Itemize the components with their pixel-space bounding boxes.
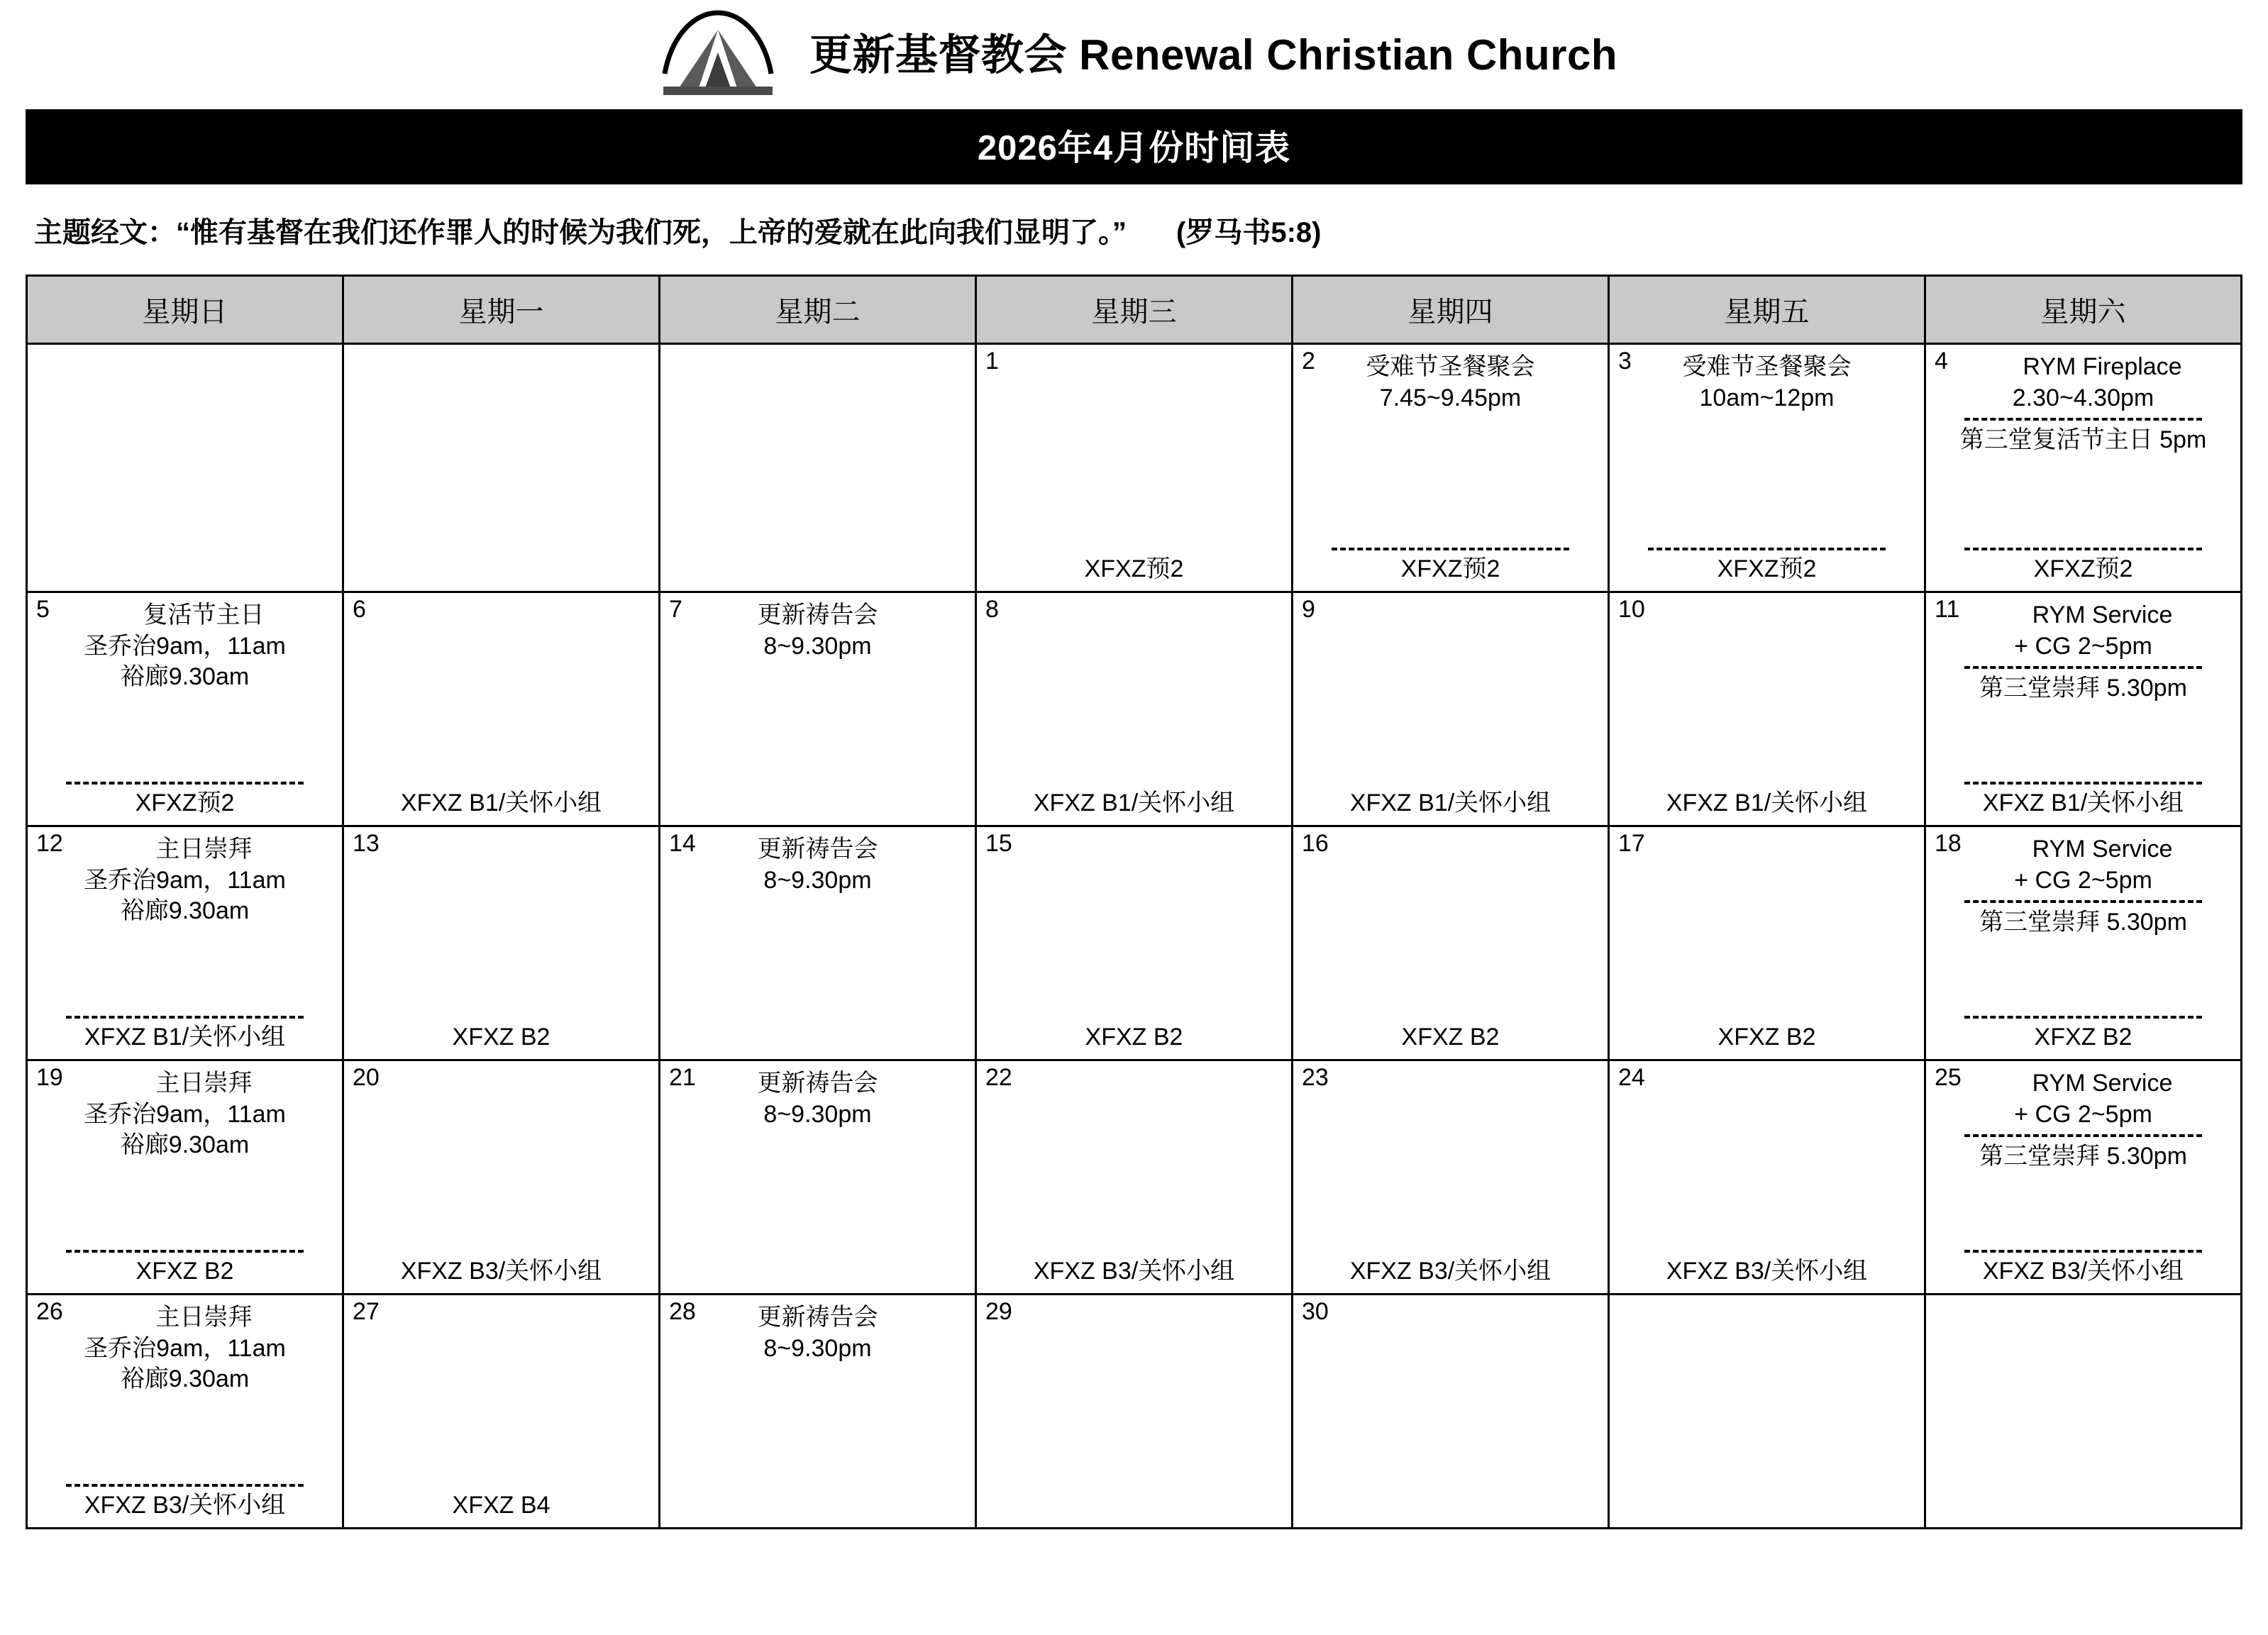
weekday-header-friday: 星期五 <box>1609 276 1925 344</box>
calendar-body <box>27 344 2242 1529</box>
day-footer-note: XFXZ B4 <box>452 1492 551 1519</box>
verse-label: 主题经文： <box>34 217 176 248</box>
day-events <box>35 1065 335 1246</box>
day-events <box>351 1065 651 1257</box>
event-title: 第三堂崇拜 5.30pm <box>1979 1143 2187 1170</box>
day-footer-note: XFXZ B1/关怀小组 <box>1666 789 1868 817</box>
calendar-week-row <box>27 344 2242 592</box>
event-detail: 裕廊9.30am <box>120 1131 250 1159</box>
day-footer-note: XFXZ B2 <box>135 1258 234 1285</box>
event-detail: 8~9.30pm <box>763 1100 872 1128</box>
footer-divider <box>66 782 304 785</box>
day-events <box>668 349 968 585</box>
day-cell-content <box>1293 593 1608 825</box>
weekday-header-monday: 星期一 <box>343 276 660 344</box>
footer-divider <box>66 1016 304 1019</box>
calendar-day-cell[interactable] <box>1925 592 2242 826</box>
day-cell-content <box>1926 593 2240 825</box>
day-number: 17 <box>1618 830 1645 857</box>
day-events <box>1617 349 1917 543</box>
calendar-day-cell[interactable] <box>976 592 1293 826</box>
church-tent-logo-icon <box>651 9 785 102</box>
calendar-day-cell[interactable] <box>976 826 1293 1060</box>
day-events <box>351 831 651 1023</box>
day-number: 18 <box>1935 830 1962 857</box>
day-footer-note: XFXZ B3/关怀小组 <box>1982 1258 2184 1285</box>
day-number: 5 <box>36 596 50 623</box>
day-events <box>984 349 1284 555</box>
calendar-day-cell[interactable] <box>1609 1295 1925 1529</box>
day-cell-content <box>1610 593 1924 825</box>
calendar-day-cell[interactable] <box>1925 1295 2242 1529</box>
day-events <box>668 831 968 1053</box>
day-events <box>1300 349 1600 543</box>
event-title: 受难节圣餐聚会 <box>1682 353 1852 380</box>
day-number: 22 <box>985 1064 1012 1091</box>
weekday-header-saturday: 星期六 <box>1925 276 2242 344</box>
footer-divider <box>1964 782 2202 785</box>
day-number: 7 <box>669 596 682 623</box>
day-events <box>1300 1299 1600 1522</box>
day-footer-note: XFXZ B3/关怀小组 <box>1349 1258 1551 1285</box>
day-footer-note: XFXZ B1/关怀小组 <box>1982 789 2184 817</box>
calendar-week-row <box>27 1295 2242 1529</box>
day-cell-content <box>1293 345 1608 591</box>
day-footer-note: XFXZ B3/关怀小组 <box>84 1492 286 1519</box>
event-title: 更新祷告会 <box>757 602 878 628</box>
day-number: 23 <box>1302 1064 1329 1091</box>
day-footer-note: XFXZ B3/关怀小组 <box>1033 1258 1235 1285</box>
event-title: 受难节圣餐聚会 <box>1366 353 1535 380</box>
verse-reference: (罗马书5:8) <box>1176 217 1322 248</box>
calendar-day-cell[interactable] <box>660 592 976 826</box>
day-events <box>1933 1065 2233 1246</box>
calendar-day-cell[interactable] <box>27 344 343 592</box>
day-number: 10 <box>1618 596 1645 623</box>
day-events <box>351 1299 651 1491</box>
day-footer-note: XFXZ B3/关怀小组 <box>1666 1258 1868 1285</box>
day-cell-content <box>660 345 975 591</box>
day-footer-note: XFXZ预2 <box>135 789 235 817</box>
day-cell-content <box>977 593 1291 825</box>
day-events <box>1300 597 1600 789</box>
day-events <box>1300 1065 1600 1257</box>
event-title: 更新祷告会 <box>757 836 878 863</box>
day-number: 3 <box>1618 348 1632 375</box>
calendar-day-cell[interactable] <box>343 1060 660 1295</box>
day-events <box>1933 831 2233 1012</box>
event-detail: 8~9.30pm <box>763 866 872 894</box>
day-cell-content <box>28 345 342 591</box>
day-footer-note: XFXZ预2 <box>2033 555 2133 583</box>
day-cell-content <box>660 1295 975 1527</box>
day-number: 6 <box>353 596 366 623</box>
day-cell-content <box>1926 1295 2240 1527</box>
calendar-day-cell[interactable] <box>1609 1060 1925 1295</box>
calendar-day-cell[interactable] <box>27 826 343 1060</box>
weekday-header-thursday: 星期四 <box>1293 276 1609 344</box>
calendar-day-cell[interactable] <box>1293 592 1609 826</box>
day-number: 25 <box>1935 1064 1962 1091</box>
calendar-day-cell[interactable] <box>1293 826 1609 1060</box>
calendar-header-row <box>27 276 2242 344</box>
day-footer-note: XFXZ B2 <box>1717 1024 1816 1051</box>
event-title: RYM Service <box>2032 602 2173 628</box>
day-number: 16 <box>1302 830 1329 857</box>
weekday-header-sunday: 星期日 <box>27 276 343 344</box>
event-title: 主日崇拜 <box>155 836 253 863</box>
calendar-day-cell[interactable] <box>1925 1060 2242 1295</box>
day-cell-content <box>28 1295 342 1527</box>
day-footer-note: XFXZ B1/关怀小组 <box>1033 789 1235 817</box>
calendar-day-cell[interactable] <box>343 592 660 826</box>
calendar-day-cell[interactable] <box>27 1060 343 1295</box>
calendar-day-cell[interactable] <box>1925 826 2242 1060</box>
day-events <box>984 597 1284 789</box>
footer-divider <box>1964 1016 2202 1019</box>
month-banner: 2026年4月份时间表 <box>26 109 2242 184</box>
day-number: 2 <box>1302 348 1315 375</box>
day-cell-content <box>1610 1295 1924 1527</box>
day-cell-content <box>977 345 1291 591</box>
day-footer-note: XFXZ B1/关怀小组 <box>84 1024 286 1051</box>
day-events <box>35 597 335 777</box>
day-number: 26 <box>36 1298 63 1325</box>
day-footer-note: XFXZ B2 <box>452 1024 551 1051</box>
day-events <box>351 597 651 789</box>
event-title: 更新祷告会 <box>757 1070 878 1097</box>
day-cell-content <box>660 1061 975 1293</box>
day-events <box>984 831 1284 1023</box>
calendar-day-cell[interactable] <box>1293 344 1609 592</box>
calendar-day-cell[interactable] <box>976 344 1293 592</box>
calendar-day-cell[interactable] <box>343 344 660 592</box>
day-cell-content <box>1293 1295 1608 1527</box>
day-events <box>35 349 335 585</box>
event-title: 主日崇拜 <box>155 1070 253 1097</box>
event-title: 复活节主日 <box>143 602 265 628</box>
day-footer-note: XFXZ B1/关怀小组 <box>400 789 602 817</box>
calendar-day-cell[interactable] <box>1925 344 2242 592</box>
event-detail: + CG 2~5pm <box>2014 866 2152 894</box>
day-cell-content <box>1293 827 1608 1059</box>
event-title: 第三堂崇拜 5.30pm <box>1979 909 2187 936</box>
day-cell-content <box>28 827 342 1059</box>
day-cell-content <box>28 1061 342 1293</box>
day-cell-content <box>344 593 658 825</box>
day-events <box>35 831 335 1012</box>
church-name: 更新基督教会 Renewal Christian Church <box>809 31 1617 79</box>
day-cell-content <box>1293 1061 1608 1293</box>
day-number: 11 <box>1935 596 1960 623</box>
calendar-day-cell[interactable] <box>27 592 343 826</box>
day-footer-note: XFXZ预2 <box>1400 555 1500 583</box>
day-cell-content <box>977 827 1291 1059</box>
calendar-day-cell[interactable] <box>976 1060 1293 1295</box>
day-cell-content <box>344 345 658 591</box>
calendar-day-cell[interactable] <box>1609 592 1925 826</box>
day-events <box>1617 597 1917 789</box>
event-detail: 裕廊9.30am <box>120 1365 250 1393</box>
calendar-day-cell[interactable] <box>976 1295 1293 1529</box>
calendar-week-row <box>27 826 2242 1060</box>
day-footer-note: XFXZ B2 <box>1401 1024 1500 1051</box>
event-divider <box>1964 666 2202 669</box>
event-detail: 8~9.30pm <box>763 632 872 660</box>
day-cell-content <box>344 827 658 1059</box>
event-detail: + CG 2~5pm <box>2014 632 2152 660</box>
calendar-day-cell[interactable] <box>1293 1060 1609 1295</box>
weekday-header-wednesday: 星期三 <box>976 276 1293 344</box>
day-events <box>1933 1299 2233 1522</box>
day-number: 1 <box>985 348 999 375</box>
day-events <box>1933 349 2233 543</box>
day-cell-content <box>28 593 342 825</box>
event-title: RYM Service <box>2032 836 2173 863</box>
day-cell-content <box>977 1061 1291 1293</box>
day-cell-content <box>1610 827 1924 1059</box>
day-cell-content <box>344 1061 658 1293</box>
day-events <box>1933 597 2233 777</box>
event-title: 更新祷告会 <box>757 1304 878 1331</box>
day-footer-note: XFXZ B3/关怀小组 <box>400 1258 602 1285</box>
theme-verse <box>26 184 2242 275</box>
day-footer-note: XFXZ B1/关怀小组 <box>1349 789 1551 817</box>
day-number: 14 <box>669 830 696 857</box>
day-cell-content <box>1926 1061 2240 1293</box>
calendar-day-cell[interactable] <box>660 1295 976 1529</box>
event-detail: 圣乔治9am，11am <box>84 1334 286 1362</box>
verse-text: “惟有基督在我们还作罪人的时候为我们死，上帝的爱就在此向我们显明了。” <box>176 217 1127 248</box>
day-cell-content <box>1926 827 2240 1059</box>
calendar-week-row <box>27 1060 2242 1295</box>
footer-divider <box>1332 548 1569 550</box>
day-events <box>668 1065 968 1287</box>
event-detail: 10am~12pm <box>1699 384 1835 411</box>
calendar-day-cell[interactable] <box>343 826 660 1060</box>
day-events <box>1300 831 1600 1023</box>
day-number: 4 <box>1935 348 1948 375</box>
day-events <box>668 1299 968 1522</box>
day-footer-note: XFXZ B2 <box>1085 1024 1183 1051</box>
calendar-day-cell[interactable] <box>660 826 976 1060</box>
day-footer-note: XFXZ预2 <box>1084 555 1184 583</box>
event-detail: + CG 2~5pm <box>2014 1100 2152 1128</box>
day-number: 9 <box>1302 596 1315 623</box>
day-number: 12 <box>36 830 63 857</box>
event-title: 主日崇拜 <box>155 1304 253 1331</box>
footer-divider <box>1964 548 2202 550</box>
event-detail: 2.30~4.30pm <box>2012 384 2154 411</box>
calendar-day-cell[interactable] <box>27 1295 343 1529</box>
calendar-table <box>26 275 2242 1529</box>
day-cell-content <box>660 593 975 825</box>
day-number: 8 <box>985 596 999 623</box>
event-title: RYM Fireplace <box>2023 353 2182 380</box>
footer-divider <box>66 1250 304 1253</box>
day-number: 21 <box>669 1064 696 1091</box>
day-number: 15 <box>985 830 1012 857</box>
day-number: 30 <box>1302 1298 1329 1325</box>
event-title: 第三堂崇拜 5.30pm <box>1979 675 2187 702</box>
day-events <box>1617 1065 1917 1257</box>
day-number: 19 <box>36 1064 63 1091</box>
day-number: 29 <box>985 1298 1012 1325</box>
day-events <box>1617 1299 1917 1522</box>
event-detail: 圣乔治9am，11am <box>84 1100 286 1128</box>
day-cell-content <box>660 827 975 1059</box>
event-title: RYM Service <box>2032 1070 2173 1097</box>
day-number: 28 <box>669 1298 696 1325</box>
day-events <box>35 1299 335 1480</box>
event-detail: 裕廊9.30am <box>120 897 250 925</box>
day-cell-content <box>1926 345 2240 591</box>
day-events <box>984 1299 1284 1522</box>
event-detail: 8~9.30pm <box>763 1334 872 1362</box>
day-events <box>984 1065 1284 1257</box>
calendar-day-cell[interactable] <box>1293 1295 1609 1529</box>
day-number: 27 <box>353 1298 380 1325</box>
day-footer-note: XFXZ预2 <box>1717 555 1817 583</box>
day-events <box>668 597 968 819</box>
event-detail: 圣乔治9am，11am <box>84 632 286 660</box>
calendar-day-cell[interactable] <box>660 1060 976 1295</box>
day-cell-content <box>977 1295 1291 1527</box>
calendar-day-cell[interactable] <box>1609 826 1925 1060</box>
day-footer-note: XFXZ B2 <box>2034 1024 2133 1051</box>
day-cell-content <box>1610 345 1924 591</box>
event-detail: 裕廊9.30am <box>120 663 250 691</box>
calendar-day-cell[interactable] <box>343 1295 660 1529</box>
footer-divider <box>66 1484 304 1487</box>
footer-divider <box>1648 548 1886 550</box>
calendar-day-cell[interactable] <box>1609 344 1925 592</box>
day-number: 13 <box>353 830 380 857</box>
day-cell-content <box>344 1295 658 1527</box>
day-events <box>1617 831 1917 1023</box>
calendar-week-row <box>27 592 2242 826</box>
day-number: 24 <box>1618 1064 1645 1091</box>
masthead <box>26 0 2242 106</box>
event-detail: 圣乔治9am，11am <box>84 866 286 894</box>
event-title: 第三堂复活节主日 5pm <box>1959 426 2207 454</box>
event-detail: 7.45~9.45pm <box>1379 384 1522 411</box>
day-number: 20 <box>353 1064 380 1091</box>
day-events <box>351 349 651 585</box>
day-cell-content <box>1610 1061 1924 1293</box>
event-divider <box>1964 900 2202 903</box>
footer-divider <box>1964 1250 2202 1253</box>
weekday-header-tuesday: 星期二 <box>660 276 976 344</box>
calendar-day-cell[interactable] <box>660 344 976 592</box>
event-divider <box>1964 1134 2202 1137</box>
event-divider <box>1964 418 2202 421</box>
